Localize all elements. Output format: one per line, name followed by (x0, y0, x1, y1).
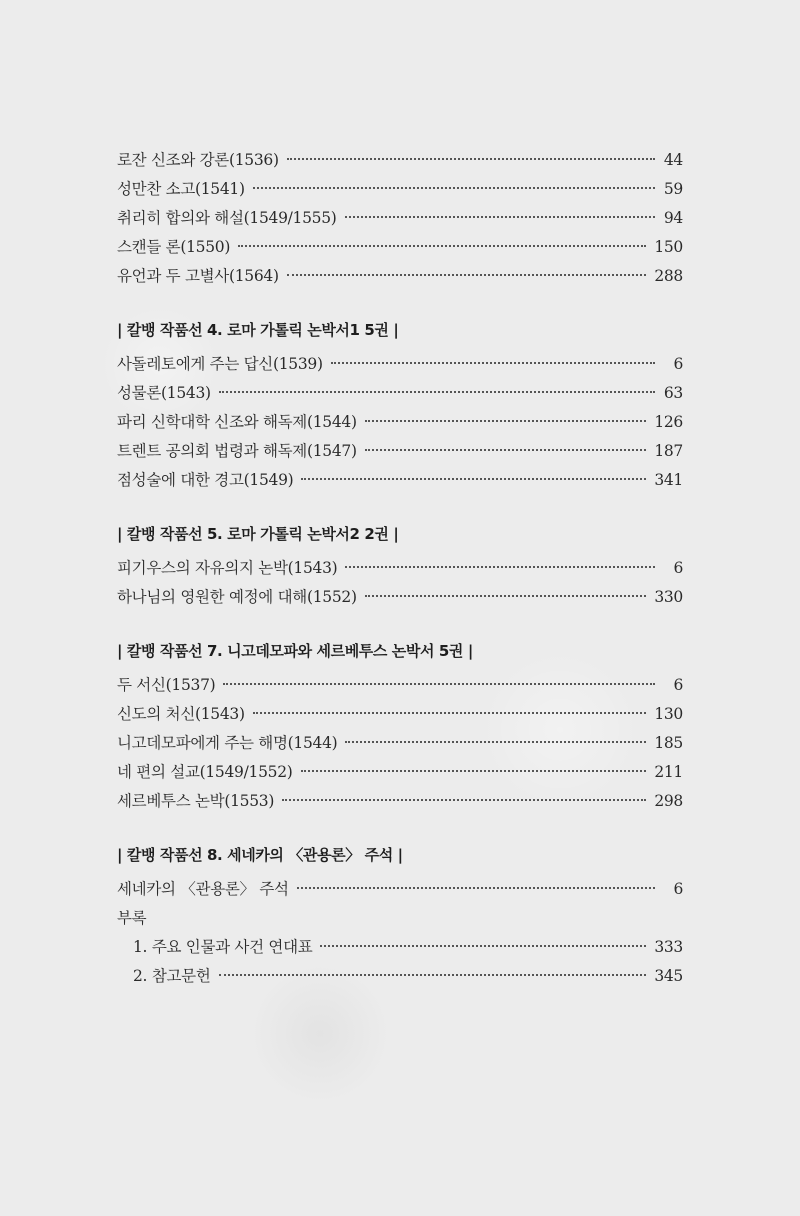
entry-page: 150 (654, 238, 683, 256)
dot-leader (253, 187, 655, 189)
dot-leader (301, 770, 647, 772)
entry-title: 두 서신(1537) (117, 676, 216, 694)
table-of-contents (117, 146, 683, 991)
toc-entry (117, 700, 683, 729)
entry-title: 성만찬 소고(1541) (117, 180, 245, 198)
entry-title: 하나님의 영원한 예정에 대해(1552) (117, 588, 357, 606)
toc-entry (117, 466, 683, 495)
dot-leader (297, 887, 655, 889)
toc-entry (117, 146, 683, 175)
entry-page: 94 (663, 209, 683, 227)
toc-entry (117, 671, 683, 700)
dot-leader (282, 799, 646, 801)
section-heading: | 칼뱅 작품선 7. 니고데모파와 세르베투스 논박서 5권 | (117, 642, 473, 660)
entry-title: 트렌트 공의회 법령과 해독제(1547) (117, 442, 357, 460)
toc-entry (117, 408, 683, 437)
toc-entry (117, 233, 683, 262)
entry-title: 세르베투스 논박(1553) (117, 792, 275, 810)
dot-leader (287, 158, 655, 160)
section-heading: | 칼뱅 작품선 4. 로마 가톨릭 논박서1 5권 | (117, 321, 399, 339)
entry-title: 니고데모파에게 주는 해명(1544) (117, 734, 338, 752)
toc-section (117, 522, 683, 612)
entry-page: 130 (654, 705, 683, 723)
toc-section (117, 318, 683, 495)
dot-leader (331, 362, 655, 364)
toc-entry (117, 729, 683, 758)
entry-title: 세네카의 〈관용론〉 주석 (117, 880, 289, 898)
appendix-entry (117, 933, 683, 962)
entry-title: 로잔 신조와 강론(1536) (117, 151, 279, 169)
entry-title: 유언과 두 고별사(1564) (117, 267, 279, 285)
toc-section (117, 146, 683, 291)
dot-leader (238, 245, 646, 247)
entry-page: 59 (663, 180, 683, 198)
entry-title: 성물론(1543) (117, 384, 211, 402)
dot-leader (345, 216, 655, 218)
entry-page: 63 (663, 384, 683, 402)
entry-title: 피기우스의 자유의지 논박(1543) (117, 559, 338, 577)
dot-leader (345, 741, 646, 743)
toc-entry (117, 583, 683, 612)
appendix-entry (117, 962, 683, 991)
toc-entry (117, 262, 683, 291)
entry-title: 사돌레토에게 주는 답신(1539) (117, 355, 323, 373)
dot-leader (219, 974, 647, 976)
entry-page: 333 (654, 938, 683, 956)
dot-leader (365, 420, 647, 422)
dot-leader (345, 566, 655, 568)
entry-page: 44 (663, 151, 683, 169)
entry-page: 6 (673, 880, 683, 898)
toc-entry (117, 379, 683, 408)
entry-page: 6 (673, 559, 683, 577)
dot-leader (301, 478, 646, 480)
entry-title: 스캔들 론(1550) (117, 238, 231, 256)
entry-title: 파리 신학대학 신조와 해독제(1544) (117, 413, 357, 431)
entry-title: 1. 주요 인물과 사건 연대표 (133, 938, 313, 956)
section-heading: | 칼뱅 작품선 8. 세네카의 〈관용론〉 주석 | (117, 846, 403, 864)
dot-leader (320, 945, 646, 947)
toc-entry (117, 758, 683, 787)
dot-leader (365, 595, 647, 597)
entry-page: 187 (654, 442, 683, 460)
entry-title: 신도의 처신(1543) (117, 705, 245, 723)
toc-entry (117, 787, 683, 816)
toc-entry (117, 350, 683, 379)
entry-title: 네 편의 설교(1549/1552) (117, 763, 293, 781)
toc-section (117, 843, 683, 991)
entry-page: 6 (673, 355, 683, 373)
dot-leader (253, 712, 647, 714)
entry-page: 288 (654, 267, 683, 285)
dot-leader (219, 391, 655, 393)
toc-entry (117, 204, 683, 233)
entry-page: 341 (654, 471, 683, 489)
entry-page: 211 (654, 763, 683, 781)
toc-entry (117, 437, 683, 466)
entry-title: 점성술에 대한 경고(1549) (117, 471, 294, 489)
dot-leader (287, 274, 647, 276)
toc-entry (117, 175, 683, 204)
entry-page: 345 (654, 967, 683, 985)
section-heading: | 칼뱅 작품선 5. 로마 가톨릭 논박서2 2권 | (117, 525, 399, 543)
entry-page: 330 (654, 588, 683, 606)
entry-page: 6 (673, 676, 683, 694)
entry-title: 취리히 합의와 해설(1549/1555) (117, 209, 337, 227)
entry-page: 126 (654, 413, 683, 431)
dot-leader (365, 449, 647, 451)
appendix-label: 부록 (117, 909, 147, 927)
entry-page: 185 (654, 734, 683, 752)
toc-entry (117, 554, 683, 583)
toc-section (117, 639, 683, 816)
entry-title: 2. 참고문헌 (133, 967, 211, 985)
entry-page: 298 (654, 792, 683, 810)
toc-entry (117, 875, 683, 904)
dot-leader (223, 683, 655, 685)
